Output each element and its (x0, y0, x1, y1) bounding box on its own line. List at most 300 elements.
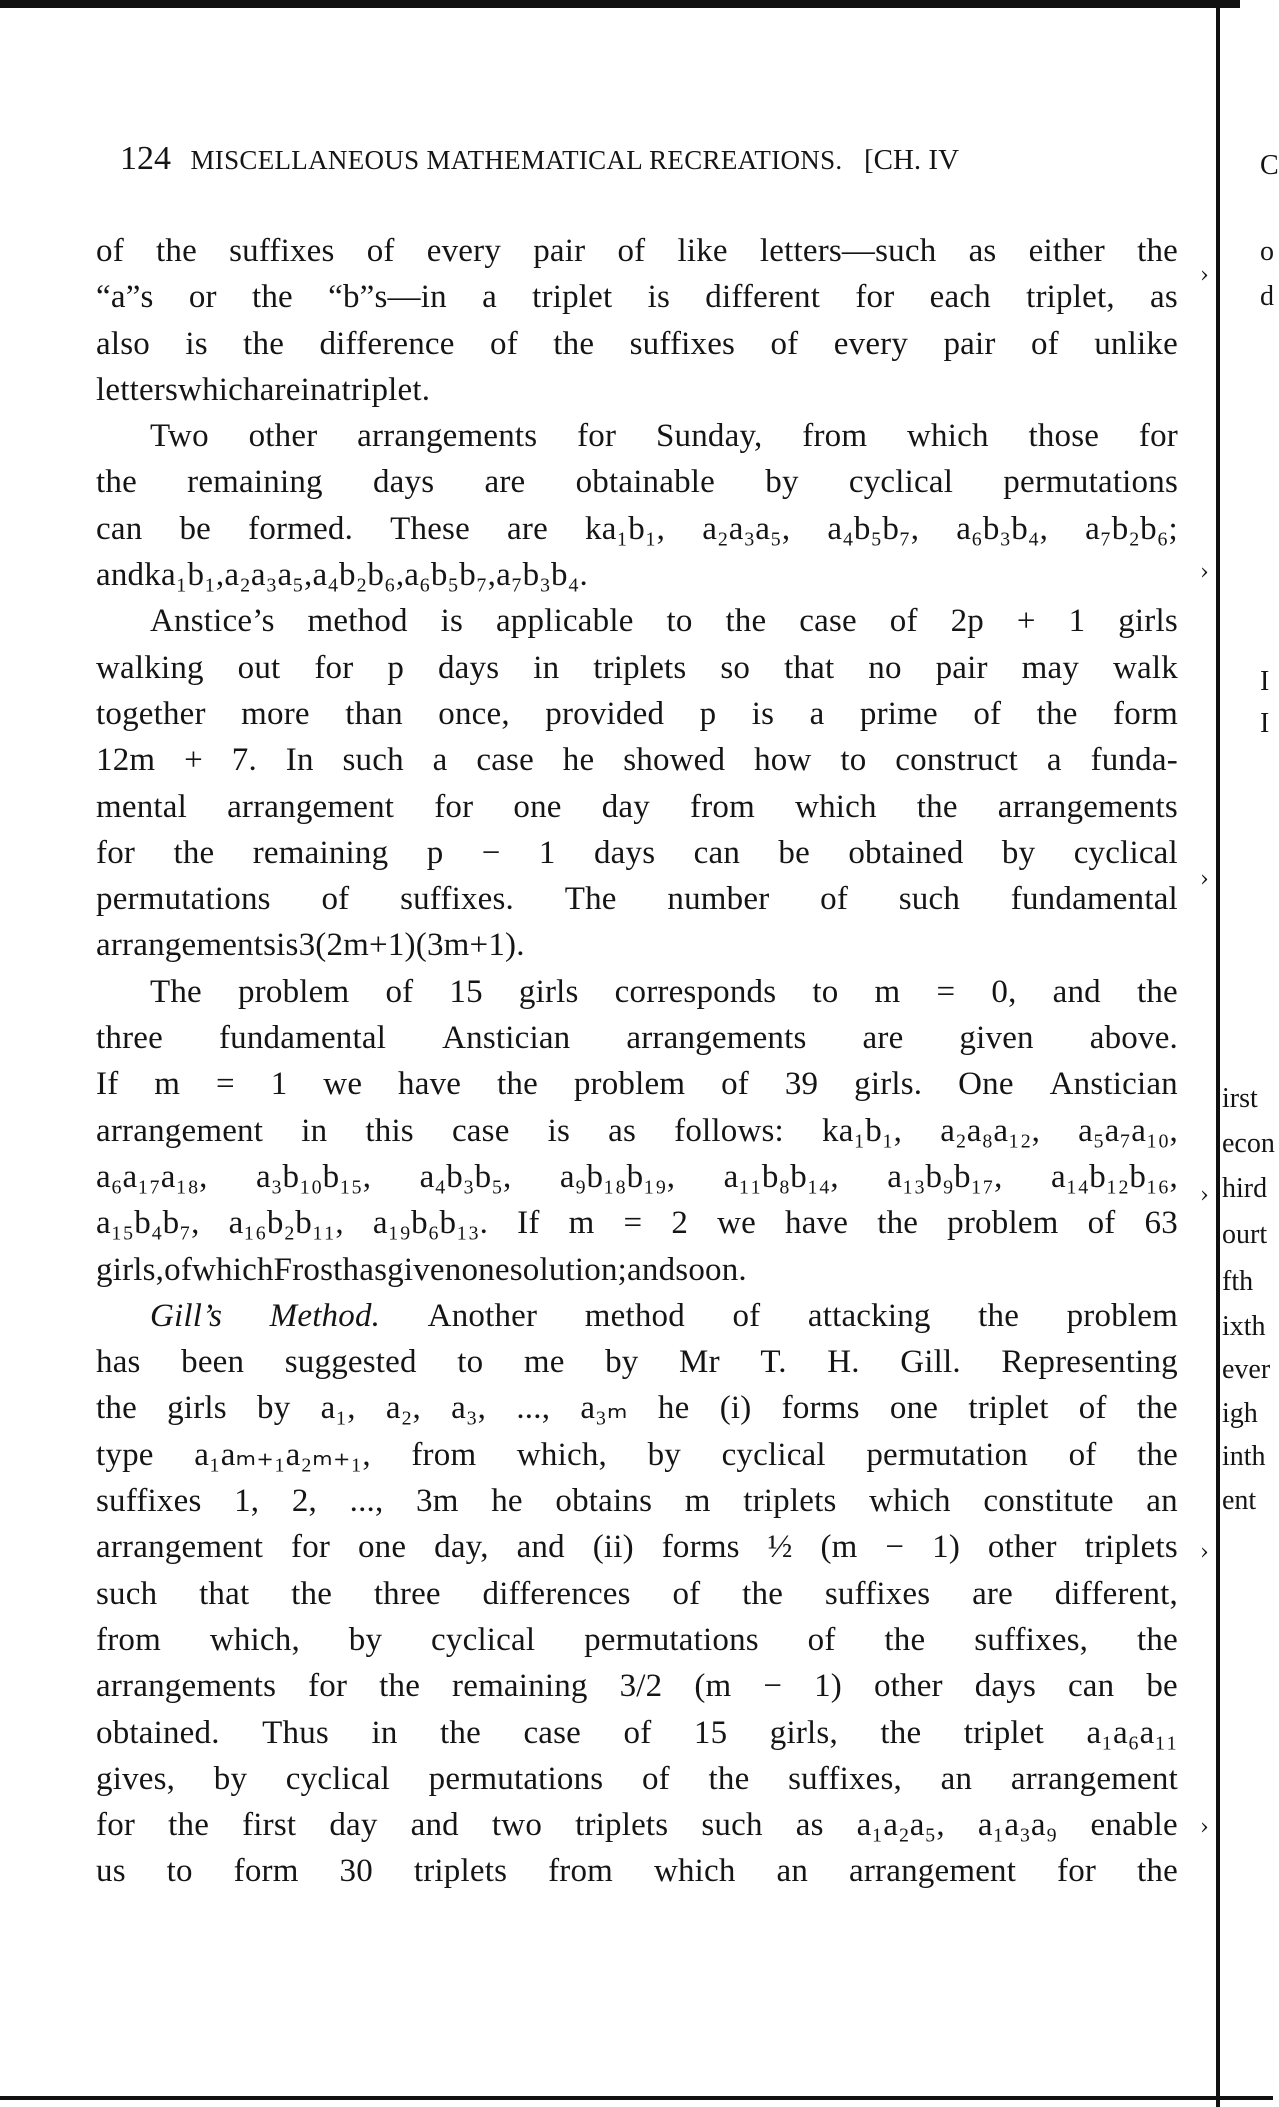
word: such (342, 742, 404, 779)
word: 39 (784, 1066, 819, 1103)
word: fundamental (218, 1020, 387, 1057)
edge-text-fragment: I (1260, 708, 1270, 739)
gutter-mark-icon: › (1200, 1815, 1209, 1840)
word: has (342, 1251, 388, 1288)
word: a₃b₁₀b₁₅, (255, 1158, 372, 1195)
text-line (96, 367, 1178, 413)
word: Thus (262, 1714, 329, 1751)
word: ..., (349, 1483, 384, 1520)
gutter-mark-icon: › (1200, 560, 1209, 585)
word: = (216, 1066, 235, 1103)
word: triplet, (1026, 279, 1115, 316)
word: construct (895, 742, 1019, 779)
word: follows: (674, 1112, 784, 1149)
word: 1) (814, 1668, 842, 1705)
word: Mr (679, 1344, 720, 1381)
word: case (523, 1714, 582, 1751)
edge-text-fragment: irst (1222, 1083, 1258, 1114)
word: showed (623, 742, 726, 779)
word: first (242, 1807, 297, 1844)
word: to (457, 1344, 484, 1381)
word: we (323, 1066, 363, 1103)
word: cyclical (848, 464, 954, 501)
word: a₂, (385, 1390, 421, 1427)
word: p (387, 649, 405, 686)
word: this (365, 1112, 414, 1149)
word: − (763, 1668, 783, 1705)
word: forms (661, 1529, 740, 1566)
word: out (237, 649, 281, 686)
word: girls (518, 973, 579, 1010)
word: of (732, 1297, 761, 1334)
word: one (889, 1390, 939, 1427)
word: of (721, 1066, 749, 1103)
word: arrangements (357, 418, 538, 455)
text-line (96, 876, 1178, 922)
word: suffixes. (400, 881, 514, 918)
word: triplets (593, 649, 687, 686)
word: number (667, 881, 770, 918)
word: have (785, 1205, 849, 1242)
word: a₄b₂b₆, (312, 557, 405, 594)
word: case (799, 603, 857, 640)
word: of (623, 1714, 652, 1751)
word: can (693, 834, 741, 871)
word: suffixes (96, 1483, 202, 1520)
text-line (96, 1108, 1178, 1154)
word: by (647, 1436, 681, 1473)
word: unlike (1094, 325, 1178, 362)
word: letters—such (759, 233, 937, 269)
word: m (154, 1066, 181, 1103)
word: so (675, 1251, 706, 1288)
word: which (869, 1483, 951, 1520)
page-number: 124 (120, 140, 171, 177)
word: which (795, 788, 877, 825)
text-line (96, 274, 1178, 320)
word: provided (545, 695, 665, 732)
word: ..., (516, 1390, 551, 1427)
word: suffixes (824, 1575, 931, 1612)
word: the (291, 1575, 333, 1612)
word: every (426, 233, 502, 269)
word: days (437, 649, 500, 686)
word: p (699, 695, 717, 732)
word: ka₁b₁, (822, 1112, 903, 1149)
word: the (1137, 1621, 1178, 1658)
word: Gill’s (150, 1297, 223, 1334)
word: also (96, 325, 150, 362)
word: is (440, 603, 464, 640)
word: cyclical (431, 1621, 536, 1658)
word: These (390, 510, 470, 547)
word: once, (438, 695, 510, 732)
word: a₁, (320, 1390, 356, 1427)
word: the (877, 1205, 919, 1242)
word: a₄b₅b₇, (827, 510, 920, 547)
word: the (725, 603, 767, 640)
text-line (96, 413, 1178, 459)
word: a₃, (451, 1390, 487, 1427)
word: other (987, 1529, 1057, 1566)
word: ka₁b₁, (585, 510, 666, 547)
word: m (684, 1483, 711, 1520)
text-line (96, 459, 1178, 505)
word: which (907, 418, 989, 455)
word: by (348, 1621, 383, 1658)
text-line (96, 1802, 1178, 1848)
word: no (868, 649, 902, 686)
word: (2m (315, 927, 370, 964)
word: 1 (1068, 603, 1086, 640)
word: ka₁b₁, (144, 557, 225, 594)
word: and (627, 1251, 676, 1288)
word: the (243, 325, 285, 362)
word: the (497, 1066, 538, 1103)
edge-text-fragment: inth (1222, 1441, 1266, 1472)
word: the (880, 1714, 922, 1751)
word: either (1028, 233, 1105, 269)
word: a₄b₃b₅, (419, 1158, 512, 1195)
word: of (490, 325, 518, 362)
word: an (940, 1760, 973, 1797)
word: The (150, 973, 202, 1010)
word: method (584, 1297, 685, 1334)
word: and (1052, 973, 1101, 1010)
word: such (96, 1575, 158, 1612)
word: suffixes, (974, 1621, 1089, 1658)
text-line (96, 645, 1178, 691)
word: as (968, 233, 997, 269)
word: other (248, 418, 318, 455)
word: solution; (509, 1251, 628, 1288)
word: a₁₉b₆b₁₃. (372, 1205, 489, 1242)
word: the (916, 788, 958, 825)
text-line (96, 1339, 1178, 1385)
word: girls. (854, 1066, 923, 1103)
word: which, (516, 1436, 607, 1473)
word: a (1046, 742, 1062, 779)
word: formed. (248, 510, 354, 547)
word: The (564, 881, 617, 918)
word: One (958, 1066, 1014, 1103)
word: method (307, 603, 408, 640)
word: a₆b₅b₇, (404, 557, 497, 594)
word: a (809, 695, 825, 732)
word: 3/2 (619, 1668, 663, 1705)
word: Another (427, 1297, 538, 1334)
word: permutations (428, 1760, 604, 1797)
word: a (432, 742, 448, 779)
word: permutation (866, 1436, 1029, 1473)
word: above. (1089, 1020, 1178, 1057)
gutter-mark-icon: › (1200, 867, 1209, 892)
word: 1) (387, 927, 416, 964)
word: forms (781, 1390, 860, 1427)
text-line (96, 830, 1178, 876)
word: the (1137, 1436, 1178, 1473)
word: 15 (449, 973, 483, 1010)
edge-text-fragment: ixth (1222, 1311, 1266, 1342)
word: suggested (284, 1344, 417, 1381)
word: that (199, 1575, 250, 1612)
word: day (601, 788, 650, 825)
text-line (96, 969, 1178, 1015)
word: the (1136, 973, 1178, 1010)
word: and (96, 557, 145, 594)
word: given (959, 1020, 1034, 1057)
word: girls (167, 1390, 227, 1427)
word: three (373, 1575, 441, 1612)
word: a₁₅b₄b₇, (96, 1205, 200, 1242)
word: Gill. (900, 1344, 961, 1381)
word: and (410, 1807, 459, 1844)
gutter-mark-icon: › (1200, 263, 1209, 288)
word: the (708, 1760, 750, 1797)
word: the (1137, 233, 1178, 269)
word: 2, (291, 1483, 318, 1520)
word: for (434, 788, 474, 825)
word: each (929, 279, 991, 316)
word: In (285, 742, 314, 779)
word: a₅a₇a₁₀, (1078, 1112, 1178, 1149)
word: can (1067, 1668, 1115, 1705)
word: one (357, 1529, 407, 1566)
word: Frost (273, 1251, 343, 1288)
word: is (751, 695, 775, 732)
word: a₁₄b₁₂b₁₆, (1050, 1158, 1178, 1195)
edge-text-fragment: hird (1222, 1173, 1268, 1204)
word: pair (943, 325, 996, 362)
word: is (185, 325, 208, 362)
word: Anstician (442, 1020, 571, 1057)
word: of (1068, 1436, 1097, 1473)
word: and (516, 1529, 565, 1566)
word: day, (434, 1529, 489, 1566)
text-line (96, 1710, 1178, 1756)
word: for (577, 418, 617, 455)
text-line (96, 1571, 1178, 1617)
word: difference (319, 325, 455, 362)
word: as (795, 1807, 824, 1844)
word: day (329, 1807, 378, 1844)
word: the (96, 464, 137, 501)
word: is (547, 1112, 571, 1149)
top-scan-border (0, 0, 1240, 8)
word: obtains (555, 1483, 653, 1520)
word: 3m (416, 1483, 459, 1520)
word: for (96, 834, 136, 871)
word: days (974, 1668, 1036, 1705)
word: + (184, 742, 203, 779)
word: one (513, 788, 562, 825)
word: more (241, 695, 310, 732)
text-line (96, 552, 1178, 598)
word: = (936, 973, 956, 1010)
word: (m (820, 1529, 858, 1566)
word: corresponds (614, 973, 777, 1010)
word: two (491, 1807, 543, 1844)
word: remaining (252, 834, 389, 871)
word: days (593, 834, 656, 871)
word: as (1150, 279, 1178, 316)
word: 2p (950, 603, 984, 640)
word: which (192, 1251, 274, 1288)
word: m (568, 1205, 595, 1242)
word: of (1087, 1205, 1116, 1242)
word: suffixes, (788, 1760, 903, 1797)
word: such (898, 881, 961, 918)
word: 1) (932, 1529, 961, 1566)
text-line (96, 1154, 1178, 1200)
word: triplets (1084, 1529, 1178, 1566)
edge-text-fragment: d (1260, 281, 1274, 312)
word: by (257, 1390, 291, 1427)
word: in (533, 649, 560, 686)
word: given (387, 1251, 462, 1288)
word: to (812, 973, 839, 1010)
word: be (179, 510, 212, 547)
word: If (517, 1205, 540, 1242)
word: a₆a₁₇a₁₈, (96, 1158, 208, 1195)
running-head-title: MISCELLANEOUS MATHEMATICAL RECREATIONS. (190, 145, 843, 175)
word: 15 (693, 1714, 728, 1751)
word: constitute (983, 1483, 1114, 1520)
gutter-mark-icon: › (1200, 1540, 1209, 1565)
edge-text-fragment: econ (1222, 1128, 1275, 1159)
text-line (96, 506, 1178, 552)
word: triplets (413, 1853, 508, 1890)
word: Anstice’s (150, 603, 275, 640)
word: a₁₃b₉b₁₇, (887, 1158, 1003, 1195)
word: triplet (963, 1714, 1045, 1751)
word: remaining (452, 1668, 588, 1705)
text-line (96, 321, 1178, 367)
word: the (553, 325, 595, 362)
binding-gutter-line (1216, 0, 1220, 2107)
word: are (862, 1020, 904, 1057)
word: girls, (769, 1714, 838, 1751)
word: arrangement (1010, 1760, 1178, 1797)
text-line (96, 922, 1178, 968)
word: obtained (848, 834, 964, 871)
word: p (426, 834, 444, 871)
word: triplet. (341, 371, 431, 408)
word: us (96, 1853, 126, 1890)
word: If (96, 1066, 119, 1103)
word: of (807, 1621, 836, 1658)
chapter-label: [CH. IV (863, 144, 960, 176)
edge-text-fragment: ent (1222, 1485, 1257, 1516)
word: so (720, 649, 751, 686)
word: 2 (671, 1205, 689, 1242)
word: he (657, 1390, 690, 1427)
word: the (742, 1575, 784, 1612)
word: an (1146, 1483, 1178, 1520)
word: remaining (187, 464, 323, 501)
text-line (96, 1015, 1178, 1061)
word: a₇b₂b₆; (1085, 510, 1178, 547)
word: Representing (1001, 1344, 1178, 1381)
word: 7. (231, 742, 257, 779)
word: of (672, 1575, 701, 1612)
word: in (371, 1714, 398, 1751)
word: a₁a₂a₅, (856, 1807, 945, 1844)
word: 1, (234, 1483, 260, 1520)
word: case (451, 1112, 510, 1149)
word: a₁₆b₂b₁₁, (228, 1205, 344, 1242)
word: been (181, 1344, 245, 1381)
word: the (156, 233, 197, 269)
word: permutations (96, 881, 271, 918)
word: is (276, 927, 299, 964)
word: in (301, 1112, 328, 1149)
word: of (973, 695, 1002, 732)
text-line (96, 1385, 1178, 1431)
word: letters (96, 371, 179, 408)
word: funda- (1090, 742, 1178, 779)
word: arrangements (96, 1668, 277, 1705)
word: a₁₁b₈b₁₄, (723, 1158, 839, 1195)
word: the (1137, 1853, 1178, 1890)
word: together (96, 695, 206, 732)
word: from (96, 1621, 161, 1658)
word: such (701, 1807, 763, 1844)
word: form (233, 1853, 299, 1890)
text-line (96, 1756, 1178, 1802)
word: girls, (96, 1251, 165, 1288)
edge-text-fragment: o (1260, 236, 1274, 267)
word: for (308, 1668, 348, 1705)
word: like (677, 233, 728, 269)
word: arrangement (96, 1529, 264, 1566)
word: for (96, 1807, 136, 1844)
word: of (1030, 325, 1059, 362)
word: every (833, 325, 909, 362)
word: + (469, 927, 489, 964)
word: for (1138, 418, 1178, 455)
word: the (173, 834, 215, 871)
word: 3 (298, 927, 316, 964)
word: different (705, 279, 821, 316)
word: “a”s (96, 279, 154, 316)
word: be (778, 834, 810, 871)
word: fundamental (1010, 881, 1178, 918)
word: + (369, 927, 388, 964)
word: Two (150, 418, 209, 455)
word: m (874, 973, 901, 1010)
text-line (96, 1432, 1178, 1478)
word: “b”s—in (328, 279, 447, 316)
word: the (1036, 695, 1078, 732)
word: of (96, 233, 124, 269)
word: enable (1090, 1807, 1178, 1844)
word: H. (827, 1344, 860, 1381)
word: arrangement (227, 788, 395, 825)
word: arrangement (96, 1112, 264, 1149)
word: days (372, 464, 435, 501)
word: 1 (270, 1066, 288, 1103)
word: or (188, 279, 217, 316)
word: the (884, 1621, 926, 1658)
word: a (326, 371, 342, 408)
word: a₂a₈a₁₂, (940, 1112, 1041, 1149)
word: which (653, 1853, 736, 1890)
text-line (96, 1524, 1178, 1570)
word: Sunday, (655, 418, 763, 455)
page-body (96, 228, 1178, 1895)
word: are (972, 1575, 1013, 1612)
